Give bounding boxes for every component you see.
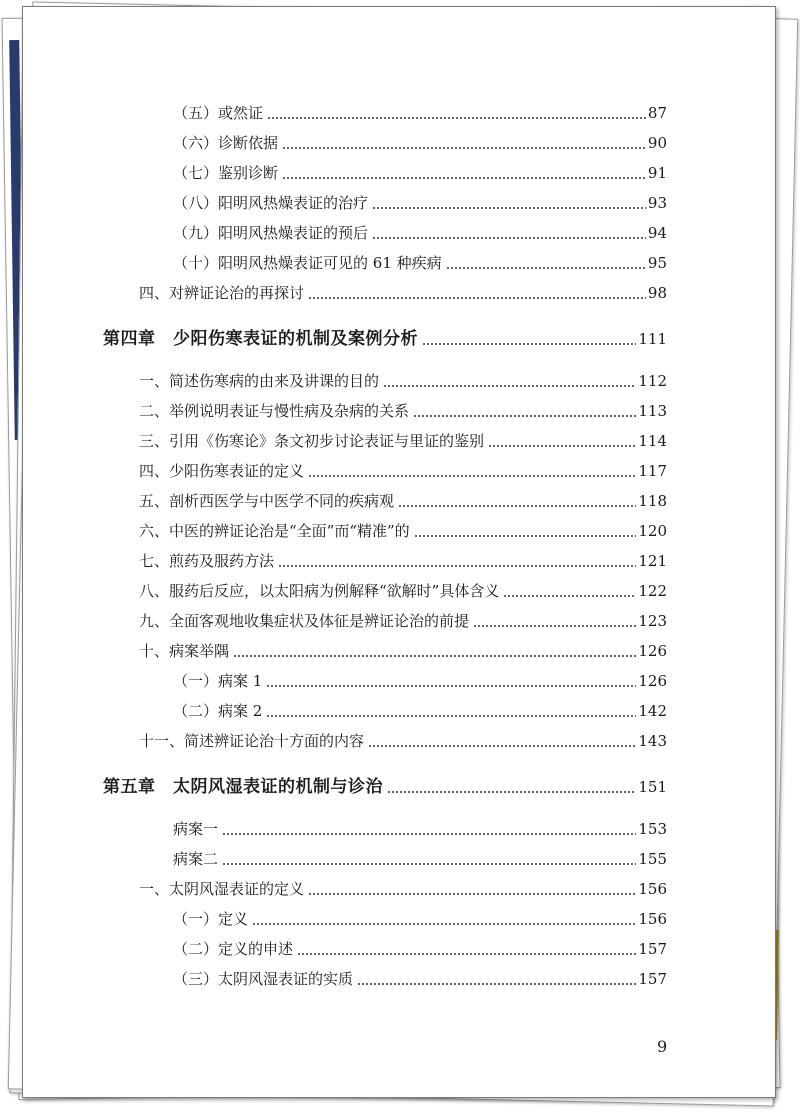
leader-dots — [308, 283, 646, 303]
toc-entry[interactable] — [173, 907, 667, 929]
toc-entry[interactable] — [139, 549, 667, 571]
toc-entry-title: 一、简述伤寒病的由来及讲课的目的 — [139, 372, 380, 390]
toc-entry[interactable] — [173, 817, 667, 839]
leader-dots — [413, 401, 636, 421]
leader-dots — [266, 671, 636, 691]
toc-entry[interactable] — [139, 459, 667, 481]
toc-entry-title: 九、全面客观地收集症状及体征是辨证论治的前提 — [139, 612, 470, 630]
toc-entry-title: 四、对辨证论治的再探讨 — [139, 284, 305, 302]
toc-entry-title: （一）定义 — [173, 910, 249, 928]
toc-entry[interactable] — [139, 369, 667, 391]
toc-entry[interactable] — [173, 847, 667, 869]
toc-entry-title: （二）病案 2 — [173, 702, 263, 720]
toc-entry-page: 113 — [638, 402, 667, 420]
toc-entry-page: 93 — [647, 194, 667, 212]
toc-entry-title: 十、病案举隅 — [139, 642, 230, 660]
leader-dots — [233, 641, 636, 661]
toc-entry-page: 114 — [638, 432, 667, 450]
toc-entry-page: 142 — [638, 702, 667, 720]
toc-entry[interactable] — [173, 221, 667, 243]
leader-dots — [473, 611, 636, 631]
toc-entry[interactable] — [173, 101, 667, 123]
toc-entry-title: 二、举例说明表证与慢性病及杂病的关系 — [139, 402, 410, 420]
toc-entry-title: （八）阳明风热燥表证的治疗 — [173, 194, 369, 212]
toc-entry-page: 112 — [638, 372, 667, 390]
toc-entry-page: 126 — [638, 672, 667, 690]
toc-entry-page: 91 — [647, 164, 667, 182]
toc-entry-title: （九）阳明风热燥表证的预后 — [173, 224, 369, 242]
toc-entry[interactable] — [139, 399, 667, 421]
toc-entry[interactable] — [173, 669, 667, 691]
leader-dots — [278, 551, 636, 571]
toc-entry[interactable] — [173, 937, 667, 959]
toc-entry[interactable] — [173, 967, 667, 989]
toc-entry-title: 六、中医的辨证论治是“全面”而“精准”的 — [139, 522, 410, 540]
toc-entry-page: 87 — [647, 104, 667, 122]
leader-dots — [488, 431, 636, 451]
leader-dots — [308, 879, 636, 899]
toc-entry-page: 156 — [638, 910, 667, 928]
toc-entry-title: 三、引用《伤寒论》条文初步讨论表证与里证的鉴别 — [139, 432, 485, 450]
toc-entry-page: 121 — [638, 552, 667, 570]
toc-entry-title: （六）诊断依据 — [173, 134, 279, 152]
toc-entry-page: 157 — [638, 940, 667, 958]
leader-dots — [422, 329, 636, 349]
toc-entry[interactable] — [173, 131, 667, 153]
toc-entry-page: 156 — [638, 880, 667, 898]
leader-dots — [398, 491, 636, 511]
leader-dots — [446, 253, 646, 273]
toc-entry-title: 四、少阳伤寒表证的定义 — [139, 462, 305, 480]
leader-dots — [282, 133, 646, 153]
toc-entry-page: 143 — [638, 732, 667, 750]
toc-chapter-title: 第五章 太阴风湿表证的机制与诊治 — [103, 777, 383, 797]
toc-entry-title: 一、太阴风湿表证的定义 — [139, 880, 305, 898]
toc-chapter-title: 第四章 少阳伤寒表证的机制及案例分析 — [103, 329, 418, 349]
leader-dots — [383, 371, 636, 391]
leader-dots — [222, 849, 636, 869]
toc-chapter-entry[interactable] — [103, 323, 667, 349]
toc-entry[interactable] — [139, 519, 667, 541]
toc-entry-page: 122 — [638, 582, 667, 600]
toc-entry-title: 八、服药后反应，以太阳病为例解释“欲解时”具体含义 — [139, 582, 500, 600]
leader-dots — [368, 731, 636, 751]
toc-entry[interactable] — [139, 877, 667, 899]
toc-entry[interactable] — [173, 251, 667, 273]
toc-entry-title: 病案一 — [173, 820, 219, 838]
leader-dots — [252, 909, 636, 929]
toc-entry-page: 151 — [638, 778, 667, 796]
toc-entry-title: 七、煎药及服药方法 — [139, 552, 275, 570]
toc-entry[interactable] — [139, 639, 667, 661]
document-page — [22, 6, 776, 1098]
table-of-contents — [23, 7, 775, 1097]
toc-entry-page: 126 — [638, 642, 667, 660]
toc-entry-title: （五）或然证 — [173, 104, 264, 122]
toc-entry-page: 123 — [638, 612, 667, 630]
toc-entry-title: 十一、简述辨证论治十方面的内容 — [139, 732, 365, 750]
toc-entry-page: 153 — [638, 820, 667, 838]
toc-entry[interactable] — [139, 729, 667, 751]
toc-entry-page: 94 — [647, 224, 667, 242]
leader-dots — [308, 461, 636, 481]
toc-entry-page: 120 — [638, 522, 667, 540]
toc-entry-title: （七）鉴别诊断 — [173, 164, 279, 182]
leader-dots — [372, 223, 646, 243]
toc-entry-title: （二）定义的申述 — [173, 940, 294, 958]
leader-dots — [372, 193, 646, 213]
toc-entry[interactable] — [139, 609, 667, 631]
toc-entry[interactable] — [173, 191, 667, 213]
toc-entry-page: 118 — [638, 492, 667, 510]
toc-entry-page: 111 — [638, 330, 667, 348]
toc-entry-title: （一）病案 1 — [173, 672, 263, 690]
leader-dots — [222, 819, 636, 839]
page-number: 9 — [657, 1037, 668, 1056]
leader-dots — [357, 969, 636, 989]
toc-entry[interactable] — [173, 699, 667, 721]
leader-dots — [267, 103, 646, 123]
leader-dots — [414, 521, 637, 541]
toc-entry-page: 155 — [638, 850, 667, 868]
toc-entry-title: 病案二 — [173, 850, 219, 868]
toc-entry-title: 五、剖析西医学与中医学不同的疾病观 — [139, 492, 395, 510]
leader-dots — [297, 939, 636, 959]
leader-dots — [387, 777, 636, 797]
toc-entry-page: 90 — [647, 134, 667, 152]
leader-dots — [282, 163, 646, 183]
leader-dots — [266, 701, 636, 721]
toc-entry-page: 117 — [638, 462, 667, 480]
toc-entry[interactable] — [139, 579, 667, 601]
toc-entry[interactable] — [139, 429, 667, 451]
toc-chapter-entry[interactable] — [103, 771, 667, 797]
toc-entry-page: 157 — [638, 970, 667, 988]
toc-entry-page: 98 — [647, 284, 667, 302]
toc-entry[interactable] — [173, 161, 667, 183]
toc-entry-title: （十）阳明风热燥表证可见的 61 种疾病 — [173, 254, 442, 272]
toc-entry[interactable] — [139, 281, 667, 303]
toc-entry-title: （三）太阴风湿表证的实质 — [173, 970, 354, 988]
toc-entry-page: 95 — [647, 254, 667, 272]
leader-dots — [503, 581, 636, 601]
toc-entry[interactable] — [139, 489, 667, 511]
